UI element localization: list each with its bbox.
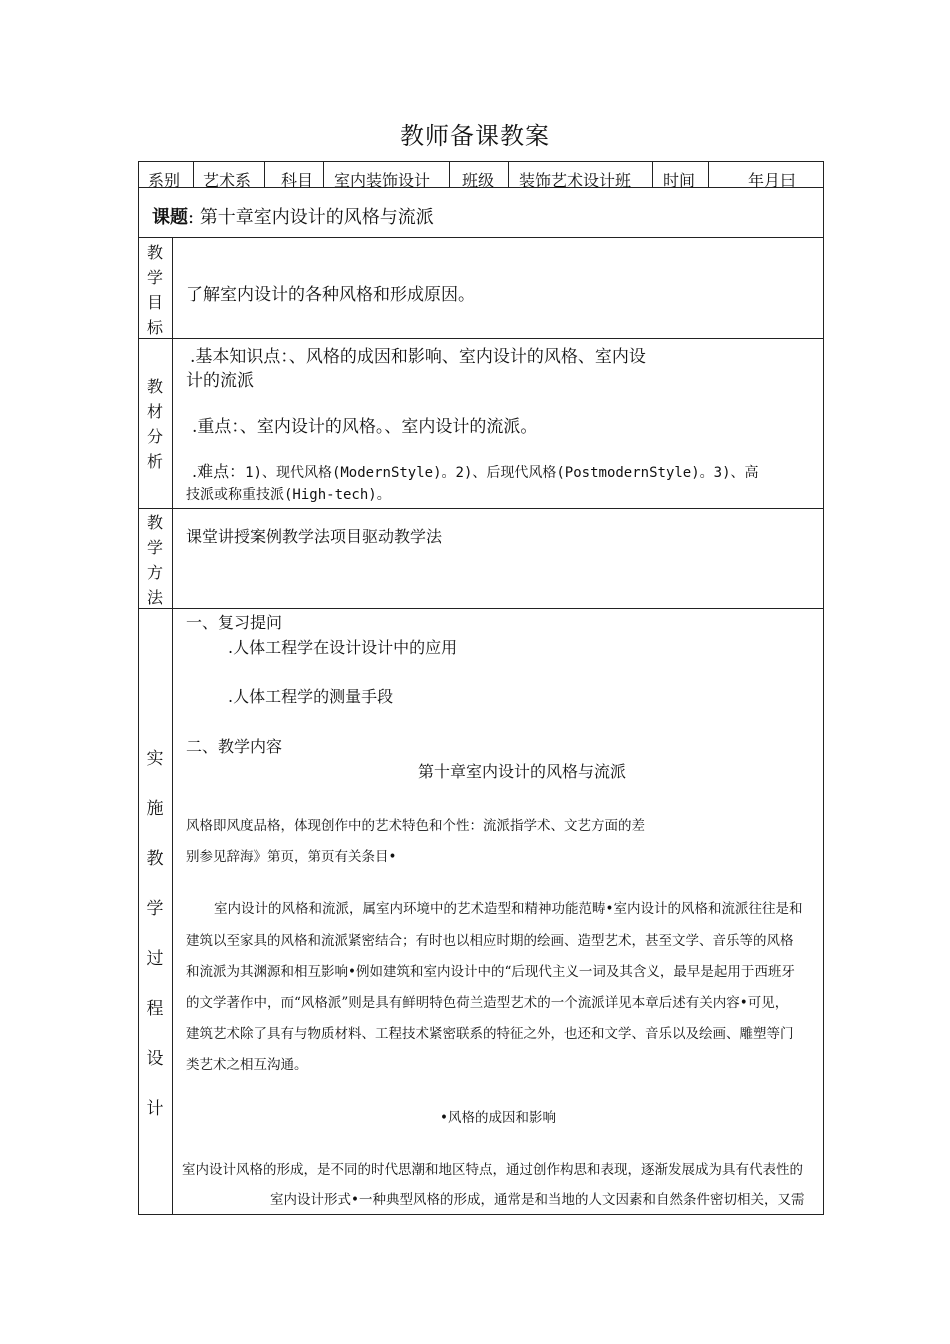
paragraph-line: 的文学著作中，而“风格派”则是具有鲜明特色荷兰造型艺术的一个流派详见本章后述有关内容•可见， [186,995,789,1011]
header-cell-divider [323,161,324,187]
paragraph-line: 建筑艺术除了具有与物质材料、工程技术紧密联系的特征之外，也还和文学、音乐以及绘画、雕塑等门 [186,1026,794,1042]
paragraph-line: 类艺术之相互沟通。 [186,1057,308,1073]
review-heading: 一、复习提问 [186,613,283,632]
definition-line: 别参见辞海》第页，第页有关条目• [186,849,397,865]
header-cell-divider [508,161,509,187]
row-divider [138,508,824,509]
topic-value: 第十章室内设计的风格与流派 [199,207,434,228]
time-label: 时间 [663,171,696,190]
header-cell-divider [193,161,194,187]
content-heading: 二、教学内容 [186,737,283,756]
topic-row [152,203,434,229]
dept-label: 系别 [148,171,181,190]
chapter-title: 第十章室内设计的风格与流派 [418,762,627,781]
subject-value: 室内装饰设计 [334,171,431,190]
header-cell-divider [449,161,450,187]
basic-knowledge-line1: .基本知识点：、风格的成因和影响、室内设计的风格、室内设 [190,347,646,367]
topic-separator: : [188,207,195,228]
basic-knowledge-line2: 计的流派 [186,371,254,391]
time-value: 年月曰 [748,171,797,190]
key-points: .重点：、室内设计的风格。、室内设计的流派。 [192,417,538,437]
document-title: 教师备课教案 [400,122,550,150]
dept-value: 艺术系 [203,171,252,190]
paragraph-line: 室内设计的风格和流派，属室内环境中的艺术造型和精神功能范畴•室内设计的风格和流派往往是和 [214,901,803,917]
header-cell-divider [264,161,265,187]
row-divider [138,338,824,339]
difficult-points-line1: .难点：1)、现代风格(ModernStyle)。2)、后现代风格(PostmodernStyle)。3)、高 [192,462,759,481]
paragraph-line: 室内设计形式•一种典型风格的形成，通常是和当地的人文因素和自然条件密切相关，又需 [270,1192,805,1208]
paragraph-line: 和流派为其渊源和相互影响•例如建筑和室内设计中的“后现代主义一词及其含义，最早是起用于西班牙 [186,964,795,980]
paragraph-line: 建筑以至家具的风格和流派紧密结合；有时也以相应时期的绘画、造型艺术，甚至文学、音乐等的风格 [186,933,794,949]
review-item: .人体工程学的测量手段 [228,687,394,706]
header-cell-divider [652,161,653,187]
analysis-label: 教 材 分 析 [146,377,163,471]
objectives-text: 了解室内设计的各种风格和形成原因。 [186,285,475,305]
class-label: 班级 [462,171,495,190]
row-divider [138,237,824,238]
review-item: .人体工程学在设计设计中的应用 [228,638,458,657]
topic-label: 课题 [152,207,188,228]
subject-label: 科目 [281,171,314,190]
implementation-label: 实 施 教 学 过 程 设 计 [146,749,164,1119]
label-column-divider [172,237,173,1215]
subsection-title: •风格的成因和影响 [440,1110,556,1126]
definition-line: 风格即风度品格，体现创作中的艺术特色和个性：流派指学术、文艺方面的差 [186,818,645,834]
method-label: 教 学 方 法 [146,513,163,607]
objectives-label: 教 学 目 标 [146,243,163,337]
row-divider [138,608,824,609]
difficult-points-line2: 技派或称重技派(High-tech)。 [186,487,391,503]
class-value: 装饰艺术设计班 [519,171,632,190]
paragraph-line: 室内设计风格的形成，是不同的时代思潮和地区特点，通过创作构思和表现，逐渐发展成为具有代表性的 [182,1162,803,1178]
header-cell-divider [708,161,709,187]
method-text: 课堂讲授案例教学法项目驱动教学法 [186,527,443,546]
